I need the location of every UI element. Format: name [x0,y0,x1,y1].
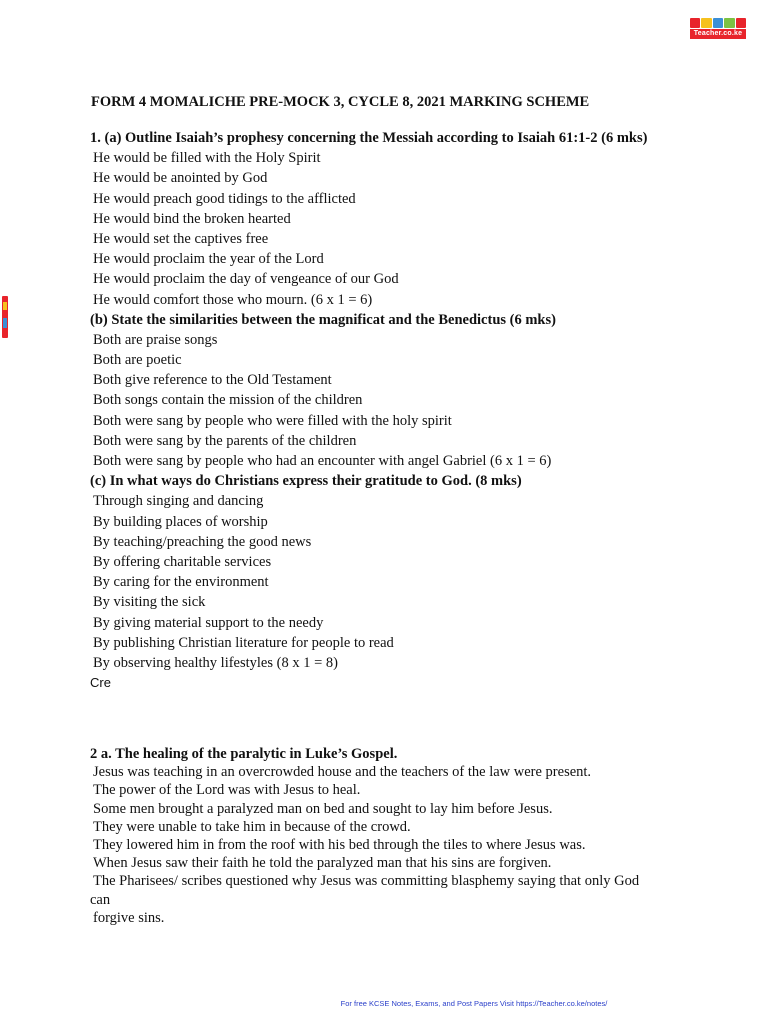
answer-line: They were unable to take him in because of the crowd. [93,818,411,835]
answer-line: By publishing Christian literature for people to read [93,634,394,651]
answer-line: Both are poetic [93,352,182,369]
answer-line: Both give reference to the Old Testament [93,372,332,389]
footer-link[interactable]: For free KCSE Notes, Exams, and Post Papers Visit https://Teacher.co.ke/notes/ [340,999,608,1008]
teacher-logo[interactable] [690,18,746,40]
answer-line: Jesus was teaching in an overcrowded house and the teachers of the law were present. [93,764,592,781]
answer-line: By caring for the environment [93,574,269,591]
answer-line: Both songs contain the mission of the children [93,392,363,409]
answer-line: By visiting the sick [93,594,206,611]
answer-line: Through singing and dancing [93,493,264,510]
answer-line: He would preach good tidings to the afflicted [93,190,356,207]
answer-line: He would bind the broken hearted [93,210,291,227]
answer-line: By offering charitable services [93,553,272,570]
side-watermark-icon [2,296,12,338]
q1b-heading: (b) State the similarities between the magnificat and the Benedictus (6 mks) [90,311,556,328]
answer-line: He would be filled with the Holy Spirit [93,150,321,167]
answer-line: He would proclaim the year of the Lord [93,251,324,268]
question-1 [90,128,700,693]
answer-line: Some men brought a paralyzed man on bed and sought to lay him before Jesus. [93,800,553,817]
question-2 [90,745,700,927]
q2a-heading: 2 a. The healing of the paralytic in Luke’s Gospel. [90,746,398,762]
logo-text: Teacher.co.ke [690,29,746,39]
page-title: FORM 4 MOMALICHE PRE-MOCK 3, CYCLE 8, 2021 MARKING SCHEME [91,94,590,110]
answer-line: By building places of worship [93,513,268,530]
answer-line: The power of the Lord was with Jesus to heal. [93,782,361,799]
answer-line: can [90,891,111,908]
answer-line: By observing healthy lifestyles (8 x 1 = 8) [93,654,338,671]
answer-line: Both are praise songs [93,331,218,348]
books-icon [690,18,746,28]
q1a-heading: 1. (a) Outline Isaiah’s prophesy concerning the Messiah according to Isaiah 61:1-2 (6 mks) [90,130,648,146]
answer-line: By giving material support to the needy [93,614,324,631]
answer-line: They lowered him in from the roof with his bed through the tiles to where Jesus was. [93,837,586,854]
answer-line: He would comfort those who mourn. (6 x 1 = 6) [93,291,373,308]
answer-line: By teaching/preaching the good news [93,533,312,550]
answer-line: Both were sang by people who were filled with the holy spirit [93,412,452,429]
answer-line: He would be anointed by God [93,170,268,187]
answer-line: He would proclaim the day of vengeance of our God [93,271,399,288]
answer-line: He would set the captives free [93,230,269,247]
answer-line: When Jesus saw their faith he told the paralyzed man that his sins are forgiven. [93,855,552,872]
trailing-text: Cre [90,675,111,691]
answer-line: Both were sang by people who had an encounter with angel Gabriel (6 x 1 = 6) [93,453,552,469]
q1c-heading: (c) In what ways do Christians express their gratitude to God. (8 mks) [90,473,522,490]
answer-line: forgive sins. [93,909,165,926]
answer-line: The Pharisees/ scribes questioned why Jesus was committing blasphemy saying that only God [93,873,640,890]
answer-line: Both were sang by the parents of the children [93,432,357,449]
